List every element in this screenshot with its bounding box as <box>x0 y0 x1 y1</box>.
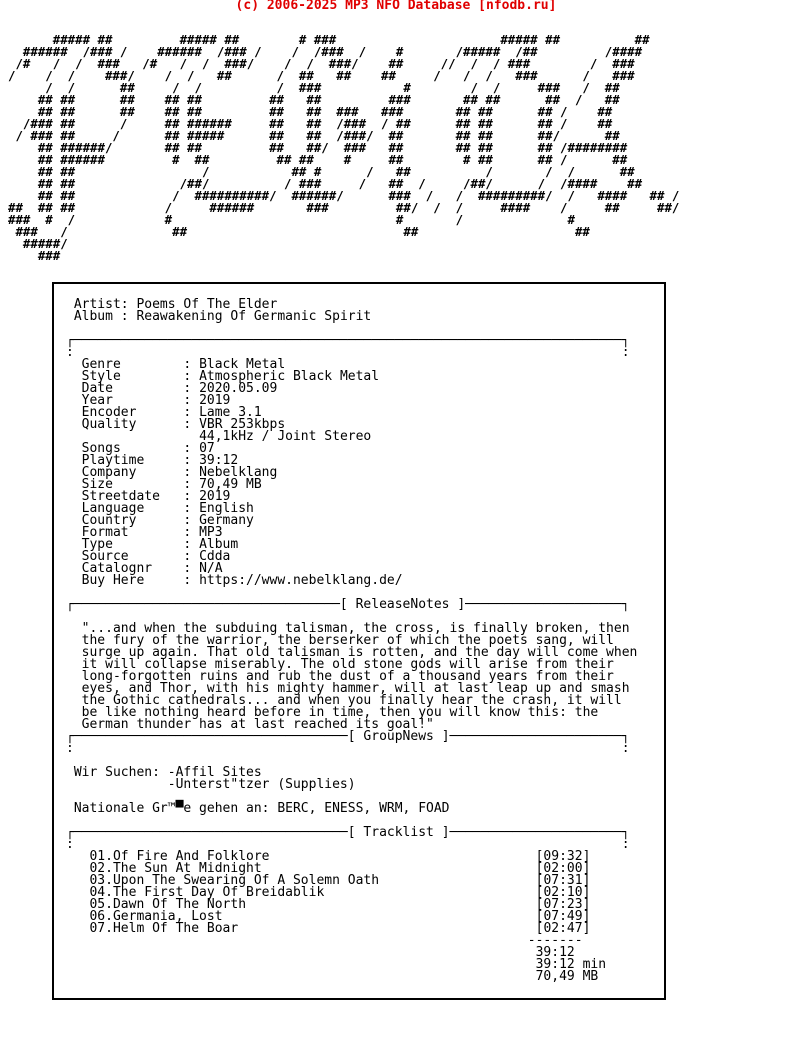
info-rule-top: ┌──────────────────────────────────────────────────────────────────────┐ <box>66 333 630 348</box>
info-field: Country : Germany <box>81 513 254 528</box>
field-value: 2019 <box>199 393 231 408</box>
groupnews-rule: ┌───────────────────────────────────[ GroupNews ]──────────────────────┐ <box>66 729 630 744</box>
releasenotes-rule-title: ReleaseNotes <box>355 597 450 612</box>
field-label: Source <box>81 549 176 564</box>
field-value: 39:12 <box>199 453 239 468</box>
nfodb-credit: (c) 2006-2025 MP3 NFO Database [nfodb.ru] <box>235 0 557 13</box>
album-value: Reawakening Of Germanic Spirit <box>136 309 372 324</box>
release-note-line: German thunder has at last reached its goal!" <box>81 717 434 732</box>
info-field: Source : Cdda <box>81 549 231 564</box>
totals-row <box>66 971 637 983</box>
info-field: Style : Atmospheric Black Metal <box>81 369 380 384</box>
field-label: Playtime <box>81 453 176 468</box>
track-title: 07.Helm Of The Boar <box>89 921 239 936</box>
field-value: MP3 <box>199 525 223 540</box>
info-field: Quality : VBR 253kbps <box>81 417 286 432</box>
groupnews-rule-title: GroupNews <box>363 729 434 744</box>
field-value: N/A <box>199 561 223 576</box>
artist-line: Artist: Poems Of The Elder <box>66 297 278 312</box>
info-field: Company : Nebelklang <box>81 465 278 480</box>
track-title: 02.The Sun At Midnight <box>89 861 262 876</box>
field-value: 70,49 MB <box>199 477 262 492</box>
info-field: Size : 70,49 MB <box>81 477 262 492</box>
field-label: Style <box>81 369 176 384</box>
tracklist-rule: ┌───────────────────────────────────[ Tracklist ]──────────────────────┐ <box>66 825 630 840</box>
info-field: Year : 2019 <box>81 393 231 408</box>
track-duration: [02:00] <box>535 861 591 876</box>
field-label: Buy Here <box>81 573 176 588</box>
greetings-text: Nationale Gr™▀e gehen an: BERC, ENESS, WRM, FOAD <box>73 801 450 816</box>
release-note-line: the fury of the warrior, the berserker of which the poets sang, will <box>81 633 614 648</box>
info-field: Type : Album <box>81 537 239 552</box>
total-time: 39:12 <box>535 945 575 960</box>
info-field: Encoder : Lame 3.1 <box>81 405 262 420</box>
search-item: -Affil Sites <box>167 765 262 780</box>
field-value: Lame 3.1 <box>199 405 262 420</box>
tracklist-rule-title: Tracklist <box>363 825 434 840</box>
search-label: Wir Suchen: <box>73 765 160 780</box>
track-duration: [07:31] <box>535 873 591 888</box>
field-label: Date <box>81 381 176 396</box>
track-title: 03.Upon The Swearing Of A Solemn Oath <box>89 873 380 888</box>
releasenotes-rule: ┌──────────────────────────────────[ ReleaseNotes ]────────────────────┐ <box>66 597 630 612</box>
field-value: Atmospheric Black Metal <box>199 369 380 384</box>
field-label: Format <box>81 525 176 540</box>
field-value: https://www.nebelklang.de/ <box>199 573 403 588</box>
search-item: -Unterst"tzer (Supplies) <box>167 777 356 792</box>
field-value: Nebelklang <box>199 465 278 480</box>
field-value: 2019 <box>199 489 231 504</box>
field-label: Quality <box>81 417 176 432</box>
info-field: Date : 2020.05.09 <box>81 381 278 396</box>
field-value: VBR 253kbps <box>199 417 286 432</box>
release-note-line: surge up again. That old talisman is rotten, and the day will come when <box>81 645 638 660</box>
field-label: Catalognr <box>81 561 176 576</box>
field-value: 07 <box>199 441 215 456</box>
greetings-line <box>66 803 637 815</box>
field-value: Album <box>199 537 239 552</box>
info-field: Catalognr : N/A <box>81 561 223 576</box>
info-field: Genre : Black Metal <box>81 357 286 372</box>
field-label: Songs <box>81 441 176 456</box>
release-note-line: long-forgotten ruins and rub the dust of a thousand years from their <box>81 669 614 684</box>
info-field: Streetdate : 2019 <box>81 489 231 504</box>
field-label: Size <box>81 477 176 492</box>
album-line: Album : Reawakening Of Germanic Spirit <box>66 309 372 324</box>
field-value: 44,1kHz / Joint Stereo <box>199 429 372 444</box>
field-value: English <box>199 501 254 516</box>
frame-side: : : <box>66 741 630 756</box>
info-field: Songs : 07 <box>81 441 215 456</box>
track-duration: [07:23] <box>535 897 591 912</box>
total-size: 70,49 MB <box>535 969 599 984</box>
field-value: Cdda <box>199 549 231 564</box>
info-field: Language : English <box>81 501 254 516</box>
field-value: Germany <box>199 513 254 528</box>
release-note-line: be like nothing heard before in time, then you will know this: the <box>81 705 599 720</box>
release-note-line: it will collapse miserably. The old stone gods will arise from their <box>81 657 614 672</box>
frame-side: : : <box>66 837 630 852</box>
field-label: Encoder <box>81 405 176 420</box>
frame-side: : : <box>66 345 630 360</box>
field-label: Company <box>81 465 176 480</box>
track-title: 05.Dawn Of The North <box>89 897 247 912</box>
release-note-line: the Gothic cathedrals... and when you finally hear the crash, it will <box>81 693 622 708</box>
artist-value: Poems Of The Elder <box>136 297 278 312</box>
ascii-logo: ##### ## ##### ## # ### ##### ## ## ###### /### / ###### /### / / /### / # /##### /## /#### /# / / ### /# / / ###/ / / ###/ ## // / / ### / ### / / / ###/ / / ## / ## ## ## / / / ### / ### / / ## / / / ### # / / ### / ## ## ## ## ## ## ## ## ### ## ## ## / ## ## ## ## ## ## ## ## ### ### ## ## ## / ## /### ## / ## ###### ## ## /### / ## ## ## ## / ## / ### ## / ## ##### ## ## /###/ ## ## ## ##/ ## ## ######/ ## ## ## ##/ ### ## ## ## ## /######## ## ###### # ## ## ## # ## # ## ## / ## ## ## / ## # / ## / / / ## ## ## /##/ / ### / ## / /##/ / /#### ## ## ## / ##########/ ######/ ### / / #########/ / #### ## / ## ## ## / ###### ### ##/ / / #### / ## ##/ ### # / # # / # ### / ## ## ## #####/ ### <box>8 32 680 263</box>
info-field: Buy Here : https://www.nebelklang.de/ <box>81 573 403 588</box>
field-label: Language <box>81 501 176 516</box>
release-note-line: "...and when the subduing talisman, the cross, is finally broken, then <box>81 621 630 636</box>
total-time-min: 39:12 min <box>535 957 607 972</box>
info-field: Format : MP3 <box>81 525 223 540</box>
track-title: 06.Germania, Lost <box>89 909 223 924</box>
track-duration: [02:47] <box>535 921 591 936</box>
field-label: Streetdate <box>81 489 176 504</box>
totals-separator: ------- <box>527 933 583 948</box>
search-line <box>66 779 637 791</box>
nfo-content <box>66 299 637 983</box>
info-field: Playtime : 39:12 <box>81 453 239 468</box>
field-label: Year <box>81 393 176 408</box>
field-value: Black Metal <box>199 357 286 372</box>
track-duration: [07:49] <box>535 909 591 924</box>
track-duration: [09:32] <box>535 849 591 864</box>
field-label: Country <box>81 513 176 528</box>
track-duration: [02:10] <box>535 885 591 900</box>
field-value: 2020.05.09 <box>199 381 278 396</box>
field-label: Type <box>81 537 176 552</box>
track-title: 01.Of Fire And Folklore <box>89 849 270 864</box>
release-note-line: eyes, and Thor, with his mighty hammer, will at last leap up and smash <box>81 681 630 696</box>
track-title: 04.The First Day Of Breidablik <box>89 885 325 900</box>
field-label: Genre <box>81 357 176 372</box>
